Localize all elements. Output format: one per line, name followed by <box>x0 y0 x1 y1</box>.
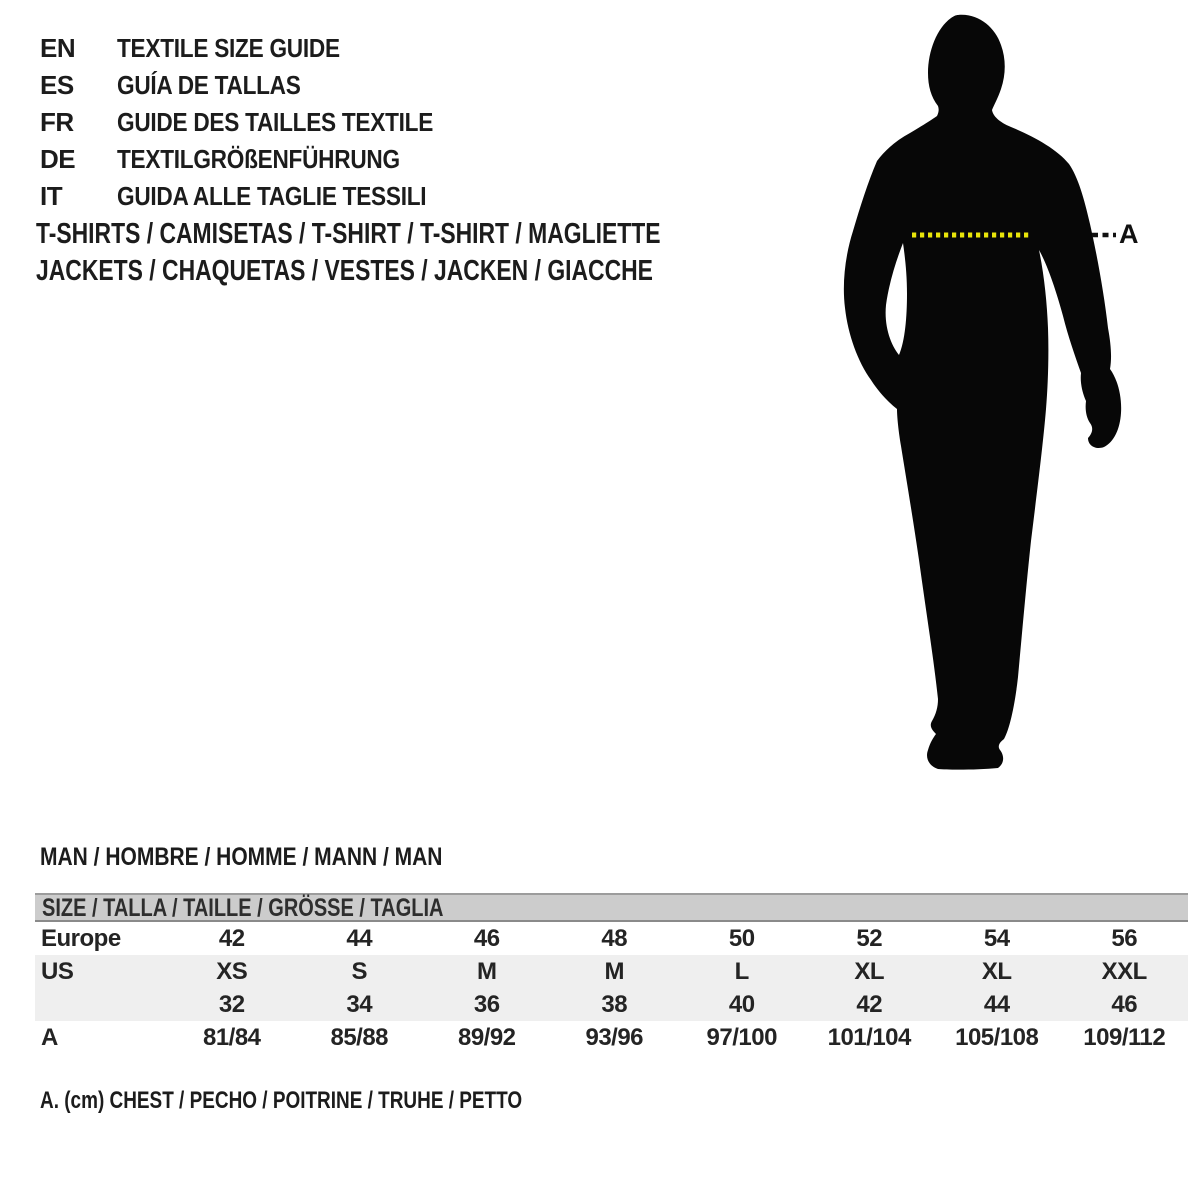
language-code: DE <box>40 144 76 174</box>
language-row <box>40 178 480 215</box>
language-row <box>40 104 480 141</box>
language-code: EN <box>40 33 76 63</box>
table-row-chest-a <box>35 1021 1188 1054</box>
size-value: S <box>351 957 367 985</box>
language-row <box>40 67 480 104</box>
size-value: 42 <box>856 990 883 1018</box>
language-code: IT <box>40 181 63 211</box>
table-row-numeric <box>35 988 1188 1021</box>
table-row-us <box>35 955 1188 988</box>
size-value: XXL <box>1101 957 1147 985</box>
size-value: XL <box>981 957 1012 985</box>
category-line-tshirts: T-SHIRTS / CAMISETAS / T-SHIRT / T-SHIRT / MAGLIETTE <box>36 218 661 250</box>
measure-footnote: A. (cm) CHEST / PECHO / POITRINE / TRUHE / PETTO <box>40 1087 523 1114</box>
language-guide <box>40 30 480 215</box>
size-value: 54 <box>983 924 1010 952</box>
language-row <box>40 141 480 178</box>
size-value: L <box>734 957 749 985</box>
table-row-europe <box>35 922 1188 955</box>
size-value: 34 <box>346 990 373 1018</box>
size-value: 38 <box>601 990 628 1018</box>
row-label: Europe <box>41 924 121 952</box>
category-line-jackets: JACKETS / CHAQUETAS / VESTES / JACKEN / GIACCHE <box>36 255 653 287</box>
size-value: 32 <box>218 990 245 1018</box>
measure-label-a: A <box>1119 219 1139 249</box>
language-title: GUIDA ALLE TAGLIE TESSILI <box>117 181 427 211</box>
size-value: 46 <box>473 924 500 952</box>
size-value: 97/100 <box>706 1023 777 1051</box>
size-table <box>35 893 1188 1054</box>
section-title-man: MAN / HOMBRE / HOMME / MANN / MAN <box>40 843 443 871</box>
man-silhouette-figure <box>820 0 1140 800</box>
size-table-header: SIZE / TALLA / TAILLE / GRÖSSE / TAGLIA <box>35 893 1188 922</box>
man-silhouette <box>844 15 1121 770</box>
size-value: 89/92 <box>457 1023 516 1051</box>
size-value: 46 <box>1111 990 1138 1018</box>
size-value: 93/96 <box>585 1023 644 1051</box>
language-title: TEXTILE SIZE GUIDE <box>117 33 340 63</box>
size-value: 109/112 <box>1083 1023 1166 1051</box>
size-value: 48 <box>601 924 628 952</box>
language-code: FR <box>40 107 74 137</box>
size-value: 56 <box>1111 924 1138 952</box>
language-row <box>40 30 480 67</box>
size-value: 50 <box>728 924 755 952</box>
size-value: XS <box>216 957 248 985</box>
garment-categories <box>36 216 827 290</box>
row-label: US <box>41 957 74 985</box>
size-value: 101/104 <box>827 1023 911 1051</box>
size-value: XL <box>854 957 885 985</box>
size-value: M <box>477 957 497 985</box>
row-label: A <box>41 1023 58 1051</box>
size-value: 44 <box>346 924 373 952</box>
size-value: M <box>604 957 624 985</box>
size-value: 36 <box>473 990 500 1018</box>
size-value: 42 <box>218 924 245 952</box>
language-title: GUIDE DES TAILLES TEXTILE <box>117 107 434 137</box>
size-value: 85/88 <box>330 1023 389 1051</box>
size-value: 105/108 <box>955 1023 1039 1051</box>
language-title: GUÍA DE TALLAS <box>117 70 301 100</box>
size-value: 81/84 <box>202 1023 261 1051</box>
size-value: 52 <box>856 924 883 952</box>
language-title: TEXTILGRÖßENFÜHRUNG <box>117 144 400 174</box>
language-code: ES <box>40 70 74 100</box>
size-value: 44 <box>983 990 1010 1018</box>
size-value: 40 <box>728 990 755 1018</box>
